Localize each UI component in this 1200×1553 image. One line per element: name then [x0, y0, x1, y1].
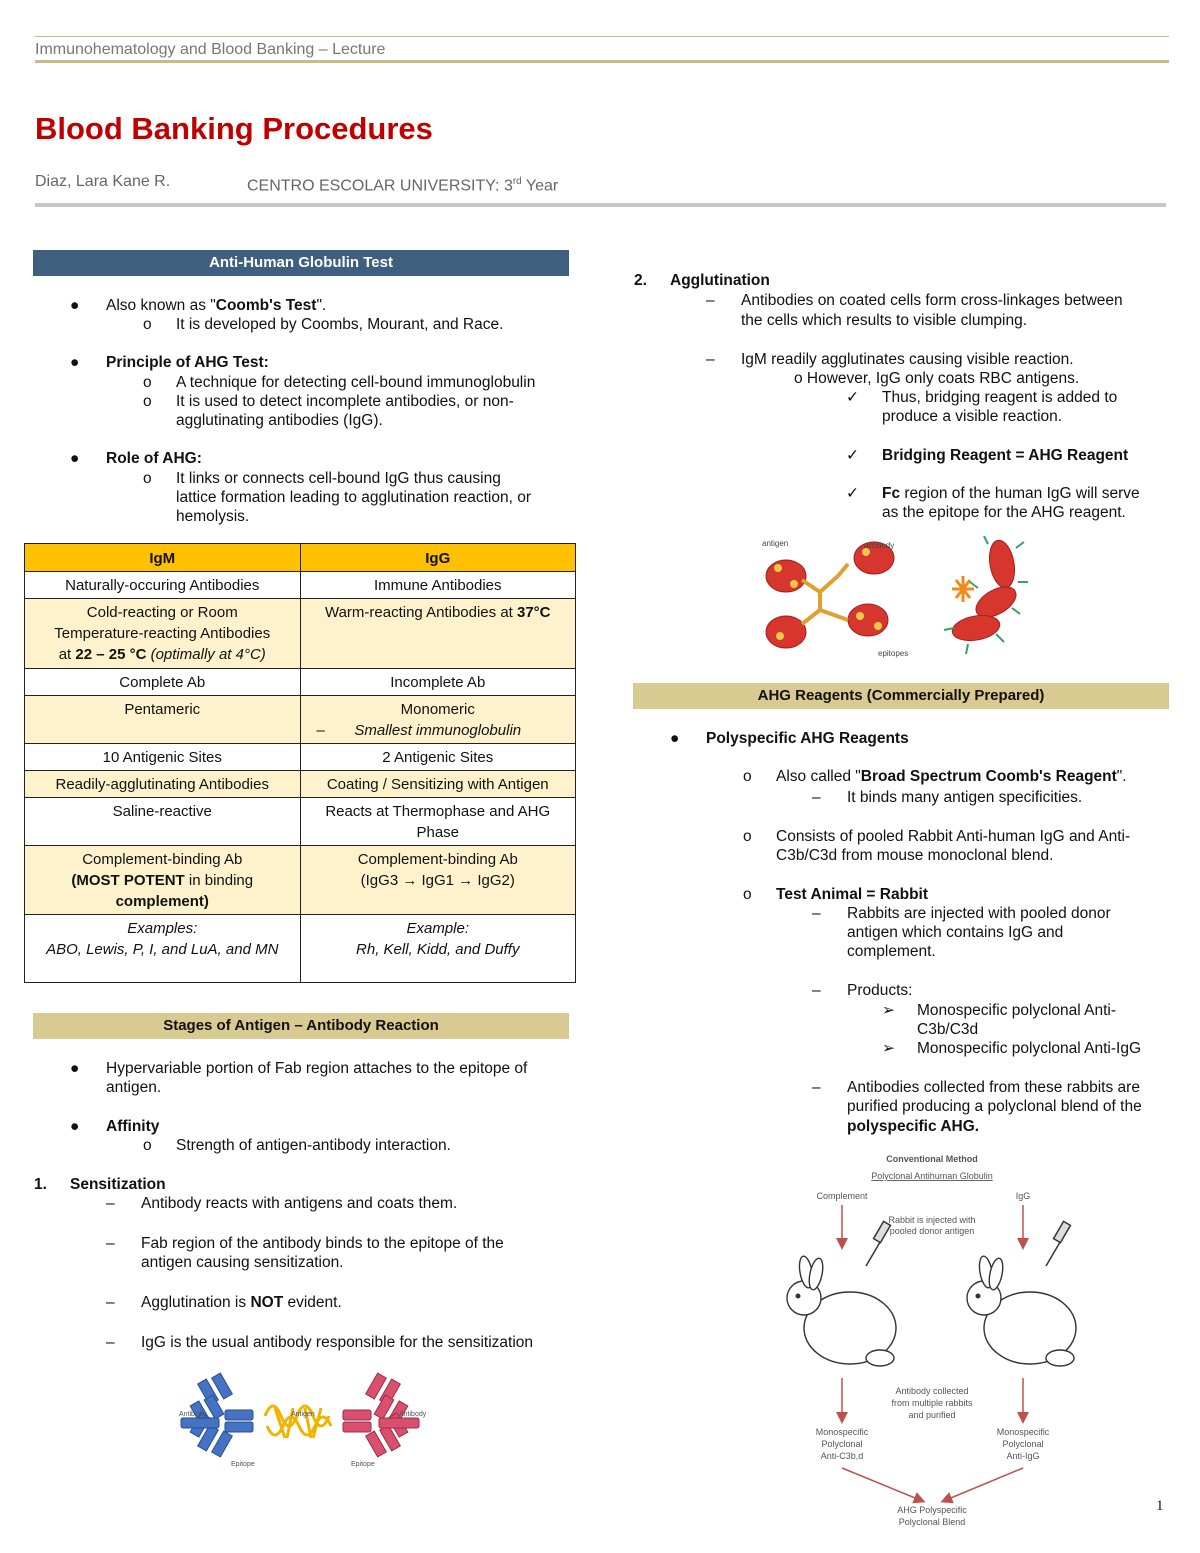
- s2-b-o: o However, IgG only coats RBC antigens.: [794, 370, 1080, 387]
- table-row: [25, 915, 576, 983]
- rabbit-icon: [787, 1255, 896, 1366]
- cell: Examples: ABO, Lewis, P, I, and LuA, and MN: [25, 915, 301, 983]
- fig3-right-c: Anti-IgG: [1006, 1451, 1040, 1461]
- coll-b: purified producing a polyclonal blend of the: [847, 1098, 1142, 1115]
- products-label: Products:: [847, 982, 913, 999]
- fig3-coll-c: and purified: [908, 1410, 956, 1420]
- cell: Coating / Sensitizing with Antigen: [300, 771, 576, 798]
- s1-c: Agglutination is NOT evident.: [141, 1294, 342, 1311]
- fig3-complement: Complement: [816, 1191, 868, 1201]
- fig1-antibody-left-label: Antibody: [179, 1411, 207, 1418]
- bullet: ●: [70, 1118, 80, 1135]
- dash: –: [706, 292, 715, 309]
- dash: –: [106, 1195, 115, 1212]
- cell: Incomplete Ab: [300, 669, 576, 696]
- dash: –: [812, 982, 821, 999]
- dash: –: [812, 905, 821, 922]
- dash: –: [706, 351, 715, 368]
- s1-a: Antibody reacts with antigens and coats them.: [141, 1195, 458, 1212]
- cell: Monomeric – Smallest immunoglobulin: [300, 696, 576, 744]
- consists-a: Consists of pooled Rabbit Anti-human IgG and Anti-: [776, 828, 1131, 845]
- fig3-title: Conventional Method: [886, 1154, 978, 1164]
- header-bottom-rule: [35, 60, 1169, 63]
- bullet: ●: [70, 1060, 80, 1077]
- affinity-def: Strength of antigen-antibody interaction.: [176, 1137, 451, 1154]
- cell: Cold-reacting or Room Temperature-reacting Antibodies at 22 – 25 °C (optimally at 4°C): [25, 599, 301, 669]
- hyper-b: antigen.: [106, 1079, 162, 1096]
- s2-e2: as the epitope for the AHG reagent.: [882, 504, 1126, 521]
- sub-bullet: o: [743, 768, 752, 785]
- fig2-antibody-label: antibody: [864, 541, 895, 550]
- section-heading-reagents: AHG Reagents (Commercially Prepared): [633, 683, 1169, 709]
- rabbit-icon: [967, 1255, 1076, 1366]
- poly-aka: Also called "Broad Spectrum Coomb's Reagent".: [776, 768, 1127, 785]
- dash: –: [812, 1079, 821, 1096]
- cell: Pentameric: [25, 696, 301, 744]
- fig3-igg: IgG: [1015, 1191, 1031, 1201]
- table-header-igg: IgG: [300, 544, 576, 572]
- affinity-label: Affinity: [106, 1118, 160, 1135]
- fig3-right-b: Polyclonal: [1002, 1439, 1044, 1449]
- cell: Complement-binding Ab (IgG3 → IgG1 → IgG2): [300, 846, 576, 915]
- bullet: ●: [670, 730, 680, 747]
- cell: Example: Rh, Kell, Kidd, and Duffy: [300, 915, 576, 983]
- prod-2: Monospecific polyclonal Anti-IgG: [917, 1040, 1142, 1057]
- cell: Immune Antibodies: [300, 572, 576, 599]
- antibody-links-icon: [802, 564, 848, 624]
- fig3-right-a: Monospecific: [996, 1427, 1050, 1437]
- coll-a: Antibodies collected from these rabbits are: [847, 1079, 1140, 1096]
- sub-bullet: o: [143, 470, 152, 487]
- inj-c: complement.: [847, 943, 936, 960]
- table-row: [25, 771, 576, 798]
- aka-text: Also known as "Coomb's Test".: [106, 297, 327, 314]
- poly-binds: It binds many antigen specificities.: [847, 789, 1083, 806]
- cell: Reacts at Thermophase and AHG Phase: [300, 798, 576, 846]
- inj-b: antigen which contains IgG and: [847, 924, 1064, 941]
- table-row: [25, 744, 576, 771]
- dash: –: [812, 789, 821, 806]
- s2-a1: Antibodies on coated cells form cross-linkages between: [741, 292, 1123, 309]
- fig3-coll-b: from multiple rabbits: [891, 1398, 973, 1408]
- fig2-antigen-label: antigen: [762, 539, 789, 548]
- poly-label: Polyspecific AHG Reagents: [706, 730, 909, 747]
- prod-1a: Monospecific polyclonal Anti-: [917, 1002, 1117, 1019]
- test-animal: Test Animal = Rabbit: [776, 886, 929, 903]
- header-top-rule: [35, 36, 1169, 37]
- arrow-bullet-icon: ➢: [882, 1040, 895, 1057]
- fig1-antibody-right-label: Antibody: [399, 1411, 427, 1418]
- fig3-left-b: Polyclonal: [821, 1439, 863, 1449]
- cell: Naturally-occuring Antibodies: [25, 572, 301, 599]
- author: Diaz, Lara Kane R.: [35, 173, 171, 190]
- antibody-antigen-figure: [175, 1368, 435, 1470]
- fig3-subtitle: Polyclonal Antihuman Globulin: [871, 1171, 993, 1181]
- s2-e1: Fc region of the human IgG will serve: [882, 485, 1140, 502]
- fig1-epitope-right-label: Epitope: [351, 1461, 375, 1468]
- role-label: Role of AHG:: [106, 450, 202, 467]
- dash: –: [106, 1334, 115, 1351]
- red-cells-icon: [766, 538, 1021, 648]
- fig3-bottom-b: Polyclonal Blend: [898, 1517, 966, 1527]
- principle-2b: agglutinating antibodies (IgG).: [176, 412, 383, 429]
- page-number: 1: [1156, 1498, 1164, 1514]
- conventional-method-figure: [770, 1148, 1100, 1532]
- dash: –: [106, 1294, 115, 1311]
- fig3-inj-a: Rabbit is injected with: [888, 1215, 976, 1225]
- bullet: ●: [70, 450, 80, 467]
- arrow-bullet-icon: ➢: [882, 1002, 895, 1019]
- stage-2-label: Agglutination: [670, 272, 770, 289]
- coll-c: polyspecific AHG.: [847, 1118, 980, 1135]
- consists-b: C3b/C3d from mouse monoclonal blend.: [776, 847, 1054, 864]
- s2-c2: produce a visible reaction.: [882, 408, 1063, 425]
- table-row: [25, 599, 576, 669]
- sub-bullet: o: [143, 316, 152, 333]
- s2-d: Bridging Reagent = AHG Reagent: [882, 447, 1129, 464]
- s1-d: IgG is the usual antibody responsible for the sensitization: [141, 1334, 534, 1351]
- section-heading-stages: Stages of Antigen – Antibody Reaction: [33, 1013, 569, 1039]
- page-title: Blood Banking Procedures: [35, 111, 433, 146]
- s2-b: IgM readily agglutinates causing visible reaction.: [741, 351, 1074, 368]
- fig3-bottom-a: AHG Polyspecific: [897, 1505, 967, 1515]
- check-icon: ✓: [846, 447, 859, 464]
- fig3-coll-a: Antibody collected: [895, 1386, 969, 1396]
- s2-c1: Thus, bridging reagent is added to: [882, 389, 1118, 406]
- cell: Complement-binding Ab (MOST POTENT in binding complement): [25, 846, 301, 915]
- table-row: [25, 846, 576, 915]
- title-rule: [35, 203, 1166, 207]
- prod-1b: C3b/C3d: [917, 1021, 979, 1038]
- cell: Complete Ab: [25, 669, 301, 696]
- fig1-antigen-label: Antigen: [291, 1411, 315, 1418]
- stage-2-number: 2.: [634, 272, 647, 289]
- table-row: [25, 696, 576, 744]
- stage-1-label: Sensitization: [70, 1176, 166, 1193]
- ahg-molecule-icon: [952, 576, 974, 602]
- principle-2a: It is used to detect incomplete antibodies, or non-: [176, 393, 514, 410]
- fig3-left-a: Monospecific: [815, 1427, 869, 1437]
- s1-b2: antigen causing sensitization.: [141, 1254, 344, 1271]
- role-1c: hemolysis.: [176, 508, 250, 525]
- check-icon: ✓: [846, 485, 859, 502]
- role-1a: It links or connects cell-bound IgG thus causing: [176, 470, 501, 487]
- table-row: [25, 572, 576, 599]
- principle-1: A technique for detecting cell-bound immunoglobulin: [176, 374, 536, 391]
- table-row: [25, 669, 576, 696]
- fig3-inj-b: pooled donor antigen: [889, 1226, 975, 1236]
- university-tail: Year: [521, 177, 559, 195]
- university-sup: rd: [512, 176, 522, 187]
- dash: –: [106, 1235, 115, 1252]
- agglutination-figure: [756, 536, 1041, 662]
- s2-a2: the cells which results to visible clumping.: [741, 312, 1028, 329]
- hyper-a: Hypervariable portion of Fab region attaches to the epitope of: [106, 1060, 528, 1077]
- igm-igg-table: [24, 543, 576, 983]
- table-header-igm: IgM: [25, 544, 301, 572]
- stage-1-number: 1.: [34, 1176, 47, 1193]
- developed-text: It is developed by Coombs, Mourant, and Race.: [176, 316, 504, 333]
- bullet: ●: [70, 354, 80, 371]
- s1-b1: Fab region of the antibody binds to the epitope of the: [141, 1235, 504, 1252]
- university: [247, 172, 558, 195]
- principle-label: Principle of AHG Test:: [106, 354, 269, 371]
- role-1b: lattice formation leading to agglutination reaction, or: [176, 489, 531, 506]
- fig3-left-c: Anti-C3b,d: [820, 1451, 864, 1461]
- section-heading-ahg-test: Anti-Human Globulin Test: [33, 250, 569, 276]
- sub-bullet: o: [143, 393, 152, 410]
- cell: 2 Antigenic Sites: [300, 744, 576, 771]
- bullet: ●: [70, 297, 80, 314]
- table-row: [25, 798, 576, 846]
- sub-bullet: o: [743, 886, 752, 903]
- cell: 10 Antigenic Sites: [25, 744, 301, 771]
- cell: Readily-agglutinating Antibodies: [25, 771, 301, 798]
- sub-bullet: o: [743, 828, 752, 845]
- fig1-epitope-left-label: Epitope: [231, 1461, 255, 1468]
- cell: Warm-reacting Antibodies at 37°C: [300, 599, 576, 669]
- fig2-epitopes-label: epitopes: [878, 649, 909, 658]
- university-text: CENTRO ESCOLAR UNIVERSITY: 3: [247, 177, 513, 195]
- check-icon: ✓: [846, 389, 859, 406]
- sub-bullet: o: [143, 374, 152, 391]
- inj-a: Rabbits are injected with pooled donor: [847, 905, 1111, 922]
- cell: Saline-reactive: [25, 798, 301, 846]
- sub-bullet: o: [143, 1137, 152, 1154]
- course-header: Immunohematology and Blood Banking – Lecture: [35, 41, 386, 58]
